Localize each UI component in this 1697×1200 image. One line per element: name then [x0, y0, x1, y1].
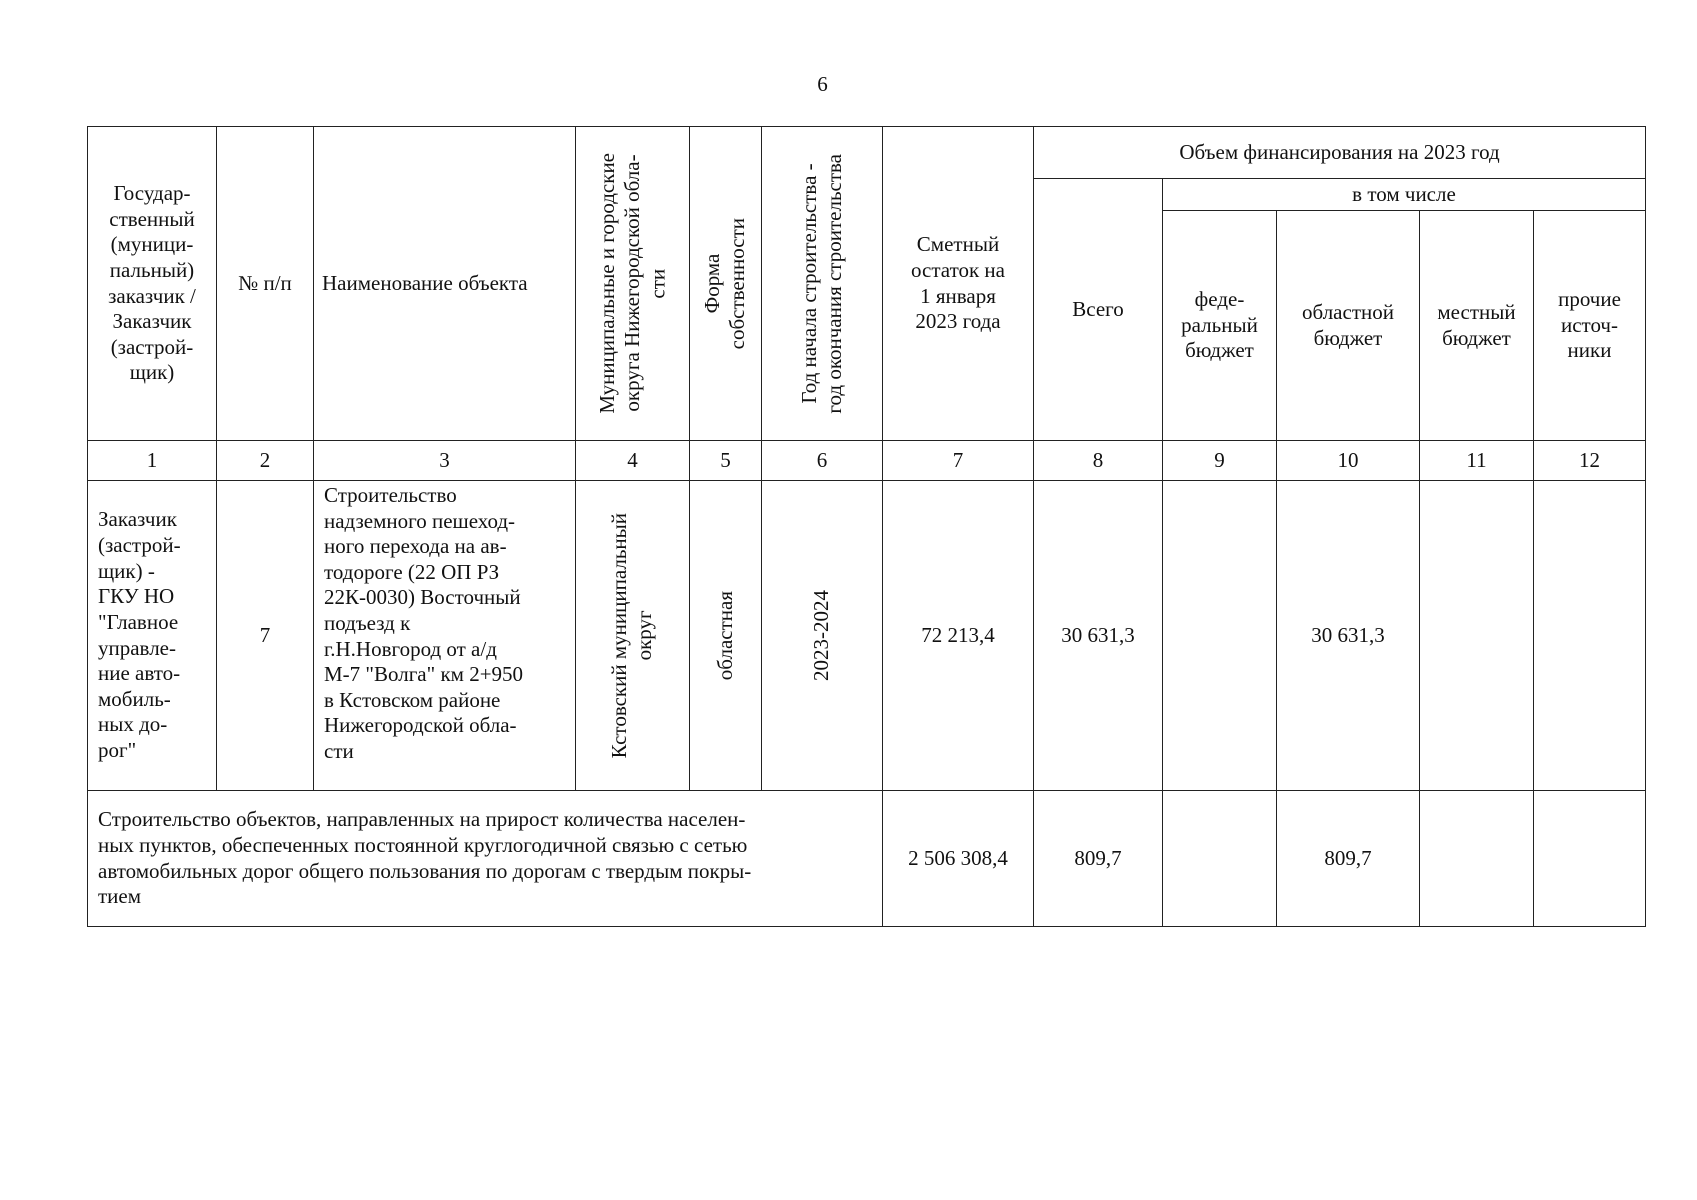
column-number: 1 — [88, 441, 217, 481]
column-number: 3 — [314, 441, 576, 481]
summary-local — [1420, 791, 1534, 927]
column-number-row — [88, 441, 1646, 481]
header-other: прочие источ- ники — [1534, 211, 1646, 441]
page-number: 6 — [817, 72, 828, 96]
cell-years: 2023-2024 — [762, 481, 883, 791]
column-number: 2 — [217, 441, 314, 481]
header-row-1 — [88, 127, 1646, 179]
column-number: 6 — [762, 441, 883, 481]
cell-customer: Заказчик (застрой- щик) - ГКУ НО "Главное управле- ние авто- мобиль- ных до- рог" — [88, 481, 217, 791]
header-ownership: Форма собственности — [690, 127, 762, 441]
column-number: 5 — [690, 441, 762, 481]
column-number: 11 — [1420, 441, 1534, 481]
header-municipality: Муниципальные и городские округа Нижегородской обла- сти — [576, 127, 690, 441]
header-local: местный бюджет — [1420, 211, 1534, 441]
header-total: Всего — [1034, 179, 1163, 441]
summary-regional: 809,7 — [1277, 791, 1420, 927]
header-including: в том числе — [1163, 179, 1646, 211]
cell-estimate: 72 213,4 — [883, 481, 1034, 791]
summary-federal — [1163, 791, 1277, 927]
cell-local — [1420, 481, 1534, 791]
cell-total: 30 631,3 — [1034, 481, 1163, 791]
column-number: 10 — [1277, 441, 1420, 481]
header-estimate: Сметный остаток на 1 января 2023 года — [883, 127, 1034, 441]
cell-object-name: Строительство надземного пешеход- ного перехода на ав- тодороге (22 ОП РЗ 22К-0030) Восточный подъезд к г.Н.Новгород от а/д М-7 "Волга" км 2+950 в Кстовском районе Нижегородской обла- сти — [314, 481, 576, 791]
column-number: 12 — [1534, 441, 1646, 481]
cell-other — [1534, 481, 1646, 791]
summary-total: 809,7 — [1034, 791, 1163, 927]
header-number: № п/п — [217, 127, 314, 441]
header-customer: Государ- ственный (муници- пальный) заказчик / Заказчик (застрой- щик) — [88, 127, 217, 441]
summary-row — [88, 791, 1646, 927]
table-row — [88, 481, 1646, 791]
cell-federal — [1163, 481, 1277, 791]
header-regional: областной бюджет — [1277, 211, 1420, 441]
financing-table — [87, 126, 1646, 927]
column-number: 9 — [1163, 441, 1277, 481]
header-federal: феде- ральный бюджет — [1163, 211, 1277, 441]
cell-number: 7 — [217, 481, 314, 791]
cell-ownership: областная — [690, 481, 762, 791]
column-number: 7 — [883, 441, 1034, 481]
header-object-name: Наименование объекта — [314, 127, 576, 441]
summary-label: Строительство объектов, направленных на прирост количества населен- ных пунктов, обеспеченных постоянной круглогодичной связью с сетью автомобильных дорог общего пользования по дорогам с твердым покры- тием — [88, 791, 883, 927]
column-number: 8 — [1034, 441, 1163, 481]
cell-regional: 30 631,3 — [1277, 481, 1420, 791]
column-number: 4 — [576, 441, 690, 481]
header-years: Год начала строительства - год окончания строительства — [762, 127, 883, 441]
header-financing-group: Объем финансирования на 2023 год — [1034, 127, 1646, 179]
summary-estimate: 2 506 308,4 — [883, 791, 1034, 927]
cell-municipality: Кстовский муниципальный округ — [576, 481, 690, 791]
summary-other — [1534, 791, 1646, 927]
